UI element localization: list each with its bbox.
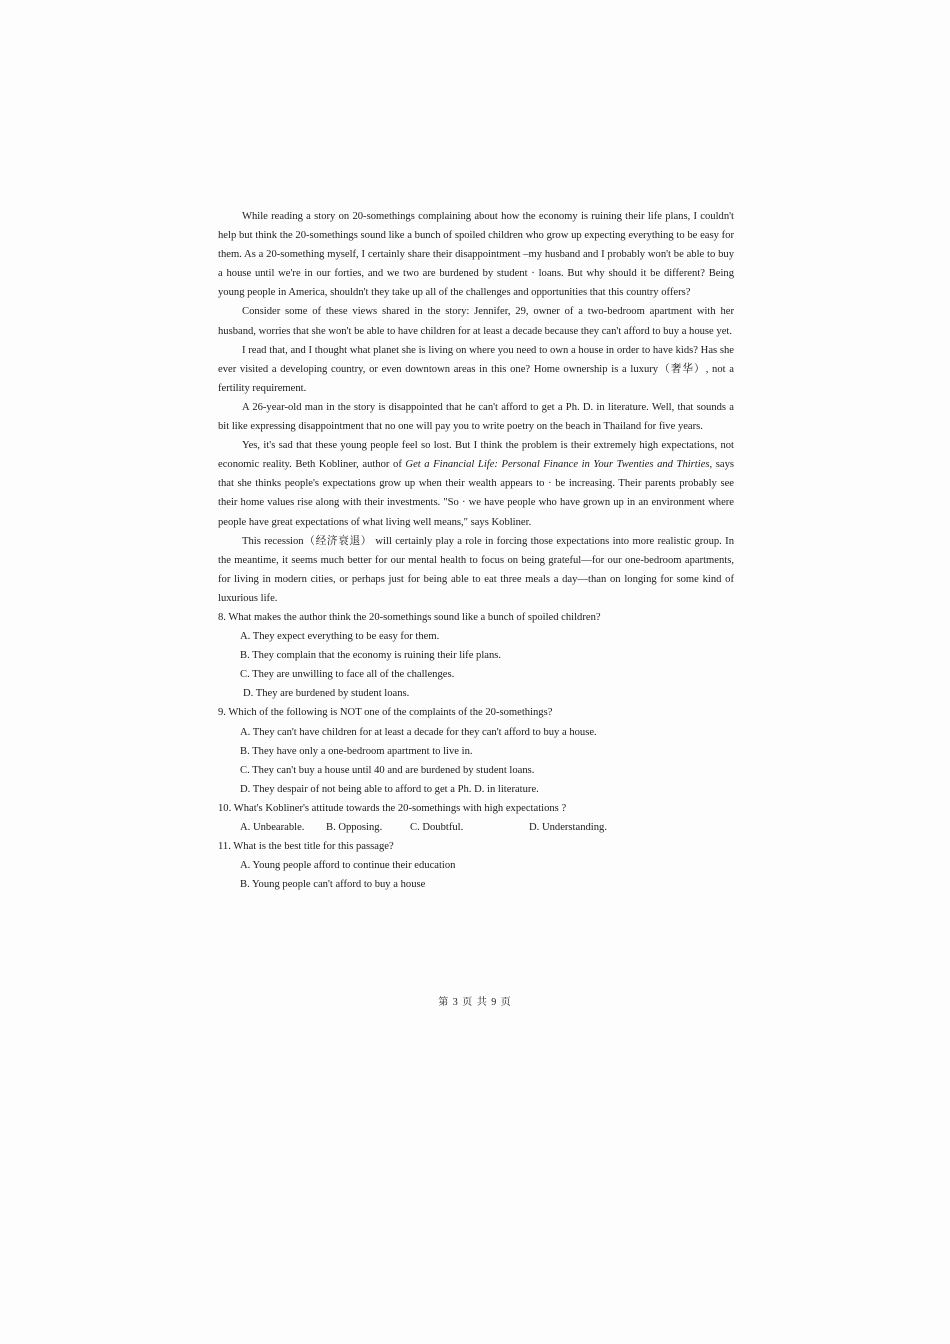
page-number-footer: 第 3 页 共 9 页	[438, 997, 512, 1008]
question-9-option-a: A. They can't have children for at least a decade for they can't afford to buy a house.	[240, 726, 597, 738]
passage-paragraph-2: Consider some of these views shared in the story: Jennifer, 29, owner of a two-bedroom apartment with her husband, worries that she won't be able to have children for at least a decade because they can't afford to buy a house yet.	[218, 306, 734, 337]
passage-paragraph-4: A 26-year-old man in the story is disappointed that he can't afford to get a Ph. D. in literature. Well, that sounds a bit like expressing disappointment that no one will pay you to write poetry on the beach in Thailand for five years.	[218, 401, 734, 433]
question-8-option-a: A. They expect everything to be easy for them.	[240, 631, 440, 643]
question-10-option-b: B. Opposing.	[326, 822, 383, 833]
paragraph-5-rest: , says that she thinks people's expectations grow up when their wealth appears to · be increasing. Their parents probably see their home values rise along with their investments. "So · we have people who have grown up in an environment where people have great expectations of what living well means," says Kobliner.	[218, 459, 734, 528]
question-10-option-d: D. Understanding.	[529, 822, 607, 833]
question-9-option-c: C. They can't buy a house until 40 and are burdened by student loans.	[240, 764, 535, 776]
question-11-stem: 11. What is the best title for this passage?	[218, 841, 394, 853]
question-11-option-b: B. Young people can't afford to buy a house	[240, 879, 426, 891]
question-11-option-a: A. Young people afford to continue their education	[240, 860, 456, 872]
passage-paragraph-3: I read that, and I thought what planet she is living on where you need to own a house in order to have kids? Has she ever visited a developing country, or even downtown areas in this one? Home ownership is a luxury（奢华）, not a fertility requirement.	[218, 344, 734, 394]
passage-paragraph-1: While reading a story on 20-somethings complaining about how the economy is ruining their life plans, I couldn't help but think the 20-somethings sound like a bunch of spoiled children who grow up expecting everything to be easy for them. As a 20-something myself, I certainly share their disappointment –my husband and I probably won't be able to buy a house until we're in our forties, and we two are burdened by student · loans. But why should it be different? Being young people in America, shouldn't they take up all of the challenges and opportunities that this country offers?	[218, 211, 734, 299]
question-9-option-d: D. They despair of not being able to afford to get a Ph. D. in literature.	[240, 783, 539, 795]
question-11	[218, 837, 734, 894]
question-8-stem: 8. What makes the author think the 20-somethings sound like a bunch of spoiled children?	[218, 611, 601, 623]
question-9-stem: 9. Which of the following is NOT one of the complaints of the 20-somethings?	[218, 707, 553, 719]
question-8-option-d: D. They are burdened by student loans.	[243, 688, 410, 700]
book-title: Get a Financial Life: Personal Finance in Your Twenties and Thirties	[405, 459, 710, 471]
paragraph-5-intro: Yes, it's sad that these young people feel so lost. But I think the problem is their extremely high expectations, not economic reality. Beth Kobliner, author of	[218, 440, 734, 471]
question-8	[218, 608, 734, 703]
question-9	[218, 703, 734, 798]
question-10-options	[218, 818, 734, 837]
question-8-option-c: C. They are unwilling to face all of the challenges.	[240, 669, 455, 681]
passage-paragraph-6: This recession（经济衰退） will certainly play a role in forcing those expectations into more realistic group. In the meantime, it seems much better for our mental health to focus on being grateful—for our one-bedroom apartments, for living in modern cities, or perhaps just for being able to eat three meals a day—than on longing for some kind of luxurious life.	[218, 535, 734, 604]
passage-paragraph-5	[218, 436, 734, 531]
question-10-stem: 10. What's Kobliner's attitude towards the 20-somethings with high expectations ?	[218, 802, 567, 814]
page-content	[218, 207, 734, 894]
question-10	[218, 799, 734, 837]
question-8-option-b: B. They complain that the economy is ruining their life plans.	[240, 650, 502, 662]
question-10-option-c: C. Doubtful.	[410, 822, 464, 833]
question-10-option-a: A. Unbearable.	[240, 822, 305, 833]
question-9-option-b: B. They have only a one-bedroom apartment to live in.	[240, 745, 473, 757]
